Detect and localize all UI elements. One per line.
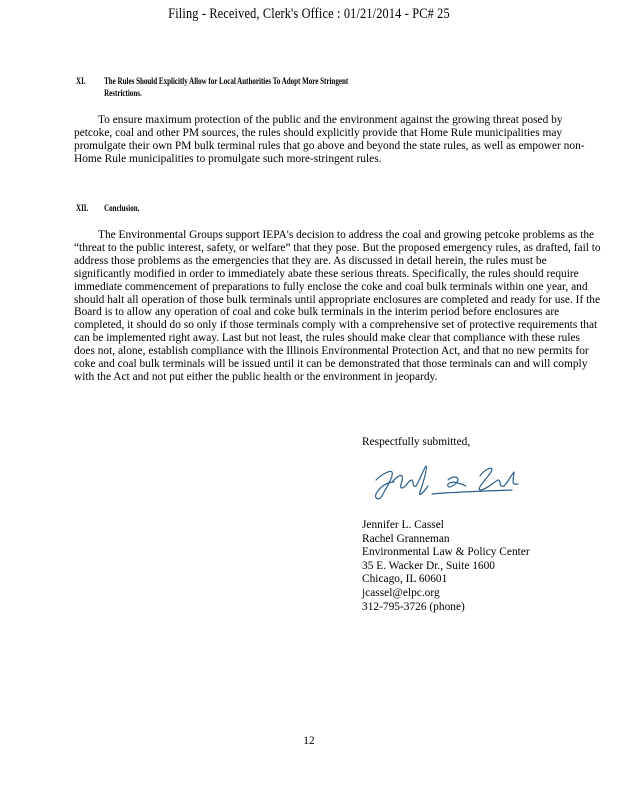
city-state-zip: Chicago, IL 60601 [362,573,448,586]
page-number: 12 [303,735,315,747]
section-xi-number: XI. [76,76,86,86]
section-xii-title: Conclusion. [104,203,140,213]
section-xi-heading [76,76,348,98]
closing-text: Respectfully submitted, [362,436,471,448]
filing-header: Filing - Received, Clerk's Office : 01/21/2014 - PC# 25 [168,6,450,22]
organization: Environmental Law & Policy Center [362,546,530,559]
street-address: 35 E. Wacker Dr., Suite 1600 [362,559,496,572]
co-signer-name: Rachel Granneman [362,532,450,545]
paragraph-xii: The Environmental Groups support IEPA's decision to address the coal and growing petcoke problems as the “threat to the public interest, safety, or welfare” that they pose. But the proposed emergency rules, as drafted, fail to address those problems as the emergencies that they are. As discussed in detail herein, the rules must be significantly modified in order to immediately abate these serious threats. Specifically, the rules should require immediate commencement of preparations to fully enclose the coke and coal bulk terminals within one year, and should halt all operation of those bulk terminals until appropriate enclosures are completed and ready for use. If the Board is to allow any operation of coal and coke bulk terminals in the interim period before enclosures are completed, it should do so only if those terminals comply with a comprehensive set of protective requirements that can be implemented right away. Last but not least, the rules should make clear that compliance with these rules does not, alone, establish compliance with the Illinois Environmental Protection Act, and that no new permits for coke and coal bulk terminals will be issued until it can be demonstrated that those terminals can and will comply with the Act and not put either the public health or the environment in jeopardy. [74,229,601,383]
phone: 312-795-3726 (phone) [362,600,465,613]
section-xi-title-line1: The Rules Should Explicitly Allow for Local Authorities To Adopt More Stringent [104,76,349,86]
section-xii-number: XII. [76,203,89,213]
section-xii-heading [76,203,139,213]
signature-icon [362,458,532,506]
paragraph-xi: To ensure maximum protection of the public and the environment against the growing threat posed by petcoke, coal and other PM sources, the rules should explicitly provide that Home Rule municipalities may promulgate their own PM bulk terminal rules that go above and beyond the state rules, as well as empower non-Home Rule municipalities to promulgate such more-stringent rules. [74,114,585,165]
email: jcassel@elpc.org [362,586,440,599]
section-xi-title-line2: Restrictions. [104,88,142,98]
signature-block [362,519,530,614]
signer-name: Jennifer L. Cassel [362,519,444,531]
handwritten-signature [362,458,532,511]
